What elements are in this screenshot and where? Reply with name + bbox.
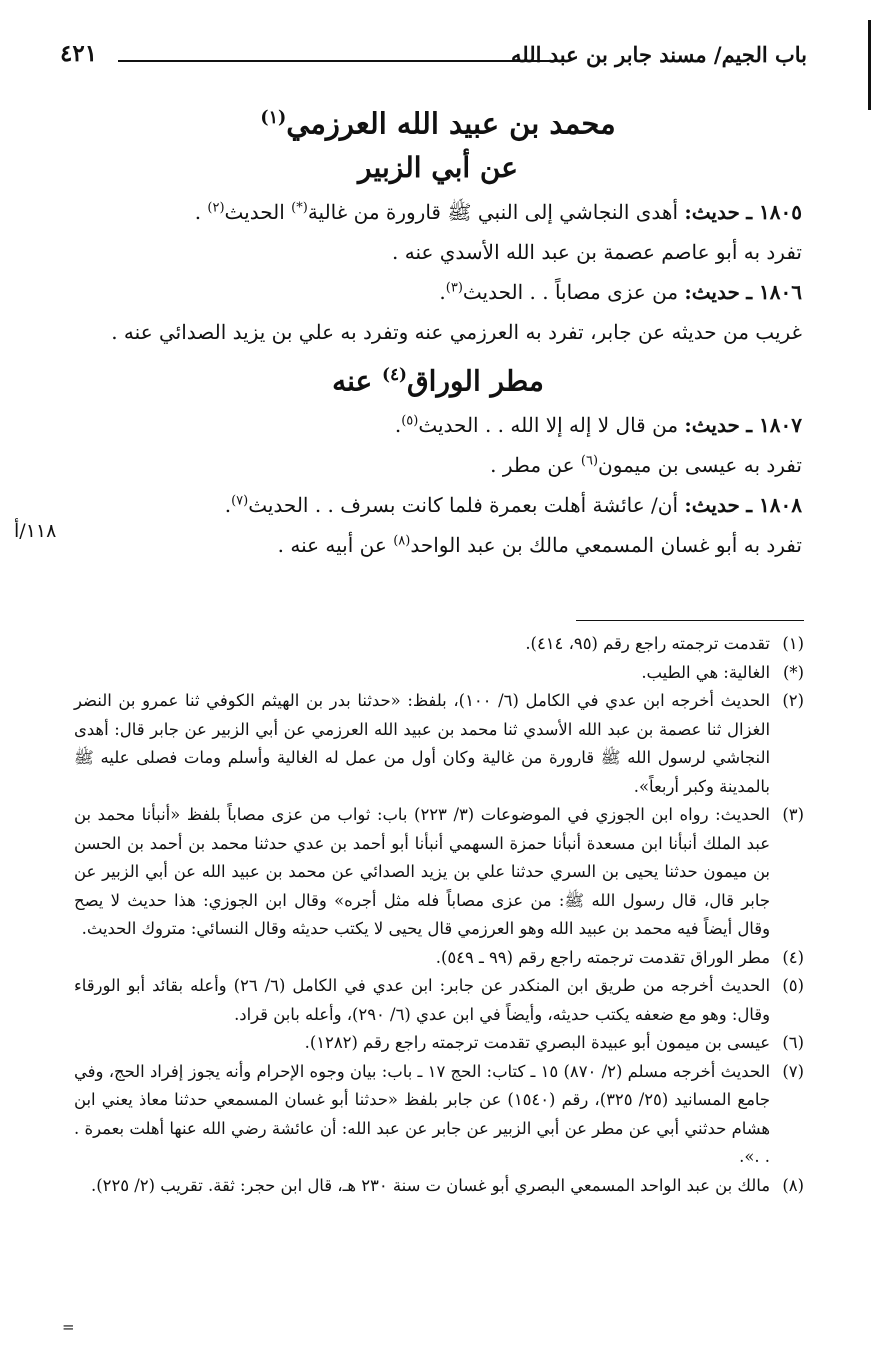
footnote-mark: (٧) — [782, 1061, 804, 1081]
footnote-text: الغالية: هي الطيب. — [641, 662, 770, 682]
footnote — [74, 944, 804, 973]
footnote-text: الحديث أخرجه مسلم (٢/ ٨٧٠) ١٥ ـ كتاب: الحج ١٧ ـ باب: بيان وجوه الإحرام وأنه يجوز إفراد الحج، وفي جامع المسانيد (٢٥/ ٣٢٥)، رقم (١٥٤٠) عن جابر بلفظ «حدثنا أبو غسان المسمعي حدثنا معاذ يعني ابن هشام حدثني أبي عن مطر عن أبي الزبير عن جابر عن عبد الله: أن عائشة رضي الله عنها أهلت بعمرة . . .». — [74, 1061, 770, 1166]
main-text — [74, 96, 802, 565]
footnote-mark: (٤) — [782, 947, 804, 967]
entry-number: ١٨٠٧ ـ — [746, 412, 802, 437]
footnote-mark: (١) — [782, 634, 804, 653]
footnote-mark: (٣) — [782, 805, 804, 824]
entry-label: حديث: — [684, 492, 740, 517]
footnote-ref: (٤) — [382, 363, 407, 384]
footnote-text: مطر الوراق تقدمت ترجمته راجع رقم (٩٩ ـ ٥٤٩). — [435, 947, 770, 967]
entry-end: . — [194, 199, 202, 224]
section-title-tail: عنه — [332, 363, 373, 397]
footnote-mark: (٦) — [782, 1033, 804, 1052]
footnote — [74, 687, 804, 801]
comment-1808 — [74, 525, 802, 565]
comment-text: تفرد به عيسى بن ميمون — [598, 452, 802, 477]
footnote-ref: (١) — [260, 108, 287, 128]
footnotes — [74, 630, 804, 1200]
page-edge-rule — [868, 20, 871, 110]
hadith-entry-1808 — [74, 485, 802, 525]
footnote — [74, 972, 804, 1029]
footnote-text: الحديث: رواه ابن الجوزي في الموضوعات (٣/ ٢٢٣) باب: ثواب من عزى مصاباً بلفظ «أنبأنا محمد بن عبد الملك أنبأنا ابن مسعدة أنبأنا حمزة السهمي أنبأنا أبو أحمد بن عدي حدثنا محمد بن أحمد بن الحسن بن ميمون حدثنا يحيى بن السري حدثنا علي بن يزيد الصدائي عن محمد بن عبيد الله عن أبي الزبير عن جابر قال، قال رسول الله ﷺ: من عزى مصاباً فله مثل أجره» وقال ابن الجوزي: هذا حديث لا يصح وقال أيضاً فيه محمد بن عبيد الله وهو العرزمي قال يحيى لا يكتب حديثه وقال النسائي: متروك الحديث. — [74, 805, 770, 938]
section-title-narrator — [74, 96, 802, 146]
footnote-text: عيسى بن ميمون أبو عبيدة البصري تقدمت ترجمته راجع رقم (١٢٨٢). — [304, 1033, 770, 1052]
footnote-mark: (٢) — [782, 691, 804, 710]
entry-number: ١٨٠٨ ـ — [746, 492, 802, 517]
manuscript-folio-ref: ١١٨/أ — [14, 520, 57, 542]
section-title-text: مطر الوراق — [406, 363, 544, 397]
entry-end: . — [224, 492, 232, 517]
footnote-ref: (٨) — [393, 533, 411, 549]
entry-number: ١٨٠٥ ـ — [746, 199, 802, 224]
comment-text: تفرد به أبو غسان المسمعي مالك بن عبد الواحد — [410, 532, 802, 557]
footnote-ref: (٦) — [580, 453, 599, 469]
running-title: باب الجيم/ مسند جابر بن عبد الله — [511, 42, 807, 67]
footnote-text: مالك بن عبد الواحد المسمعي البصري أبو غسان ت سنة ٢٣٠ هـ، قال ابن حجر: ثقة. تقريب (٢/ ٢٢٥). — [91, 1175, 770, 1195]
footnote-ref: (٥) — [401, 413, 419, 429]
comment-1805: تفرد به أبو عاصم عصمة بن عبد الله الأسدي عنه . — [392, 239, 802, 264]
entry-label: حديث: — [684, 279, 740, 304]
footnote-ref: (٧) — [231, 493, 249, 509]
footnote-ref: (٣) — [445, 280, 463, 295]
entry-text: من قال لا إله إلا الله . . الحديث — [418, 412, 679, 437]
footnote-text: الحديث أخرجه من طريق ابن المنكدر عن جابر: ابن عدي في الكامل (٦/ ٢٦) وأعله بقائد أبو الورقاء وقال: وهو مع ضعفه يكتب حديثه، وأيضاً في ابن عدي (٦/ ٢٩٠)، وأعله بابن قراد. — [74, 976, 770, 1024]
section-title-matar — [74, 352, 802, 403]
comment-1806: غريب من حديثه عن جابر، تفرد به العرزمي عنه وتفرد به علي بن يزيد الصدائي عنه . — [111, 319, 802, 344]
entry-end: . — [394, 412, 402, 437]
entry-label: حديث: — [684, 199, 740, 224]
footnote — [74, 1058, 804, 1172]
comment-1807 — [74, 445, 802, 485]
footnote-mark: (٥) — [782, 976, 804, 995]
hadith-entry-1806 — [74, 272, 802, 312]
section-subtitle: عن أبي الزبير — [358, 150, 518, 184]
entry-text: أن/ عائشة أهلت بعمرة فلما كانت بسرف . . الحديث — [248, 492, 679, 517]
hadith-entry-1805 — [74, 192, 802, 232]
footnote-text: الحديث أخرجه ابن عدي في الكامل (٦/ ١٠٠)، بلفظ: «حدثنا بدر بن الهيثم الكوفي ثنا عمرو بن النضر الغزال ثنا عصمة بن عبد الله الأسدي ثنا محمد بن عبيد الله العرزمي عن أبي الزبير عن جابر قال: أهدى النجاشي لرسول الله ﷺ قارورة من غالية وكان أول من عمل له الغالية وأسلم ومات فصلى عليه ﷺ بالمدينة وكبر أربعاً». — [74, 691, 770, 796]
page-number: ٤٢١ — [60, 40, 98, 67]
entry-label: حديث: — [684, 412, 740, 437]
entry-text: الحديث — [224, 199, 285, 224]
comment-text: عن أبيه عنه . — [277, 532, 387, 557]
footnote-mark: (*) — [783, 662, 804, 682]
footnote — [74, 1172, 804, 1201]
footnote-text: تقدمت ترجمته راجع رقم (٩٥، ٤١٤). — [525, 634, 770, 653]
footnote-ref: (٢) — [207, 200, 225, 215]
comment-text: عن مطر . — [490, 452, 575, 477]
hadith-entry-1807 — [74, 405, 802, 445]
entry-text: أهدى النجاشي إلى النبي ﷺ قارورة من غالية — [307, 199, 679, 224]
footnote — [74, 630, 804, 659]
footnote-ref: (*) — [291, 200, 308, 215]
entry-end: . — [439, 279, 446, 304]
header-rule — [118, 60, 566, 62]
footnote — [74, 801, 804, 944]
continuation-mark: = — [62, 1318, 75, 1336]
footnote — [74, 1029, 804, 1058]
entry-number: ١٨٠٦ ـ — [746, 279, 802, 304]
section-title-text: محمد بن عبيد الله العرزمي — [286, 106, 616, 141]
footnote — [74, 659, 804, 688]
footnote-mark: (٨) — [782, 1175, 804, 1195]
entry-text: من عزى مصاباً . . الحديث — [462, 279, 679, 304]
footnote-rule — [576, 620, 804, 621]
